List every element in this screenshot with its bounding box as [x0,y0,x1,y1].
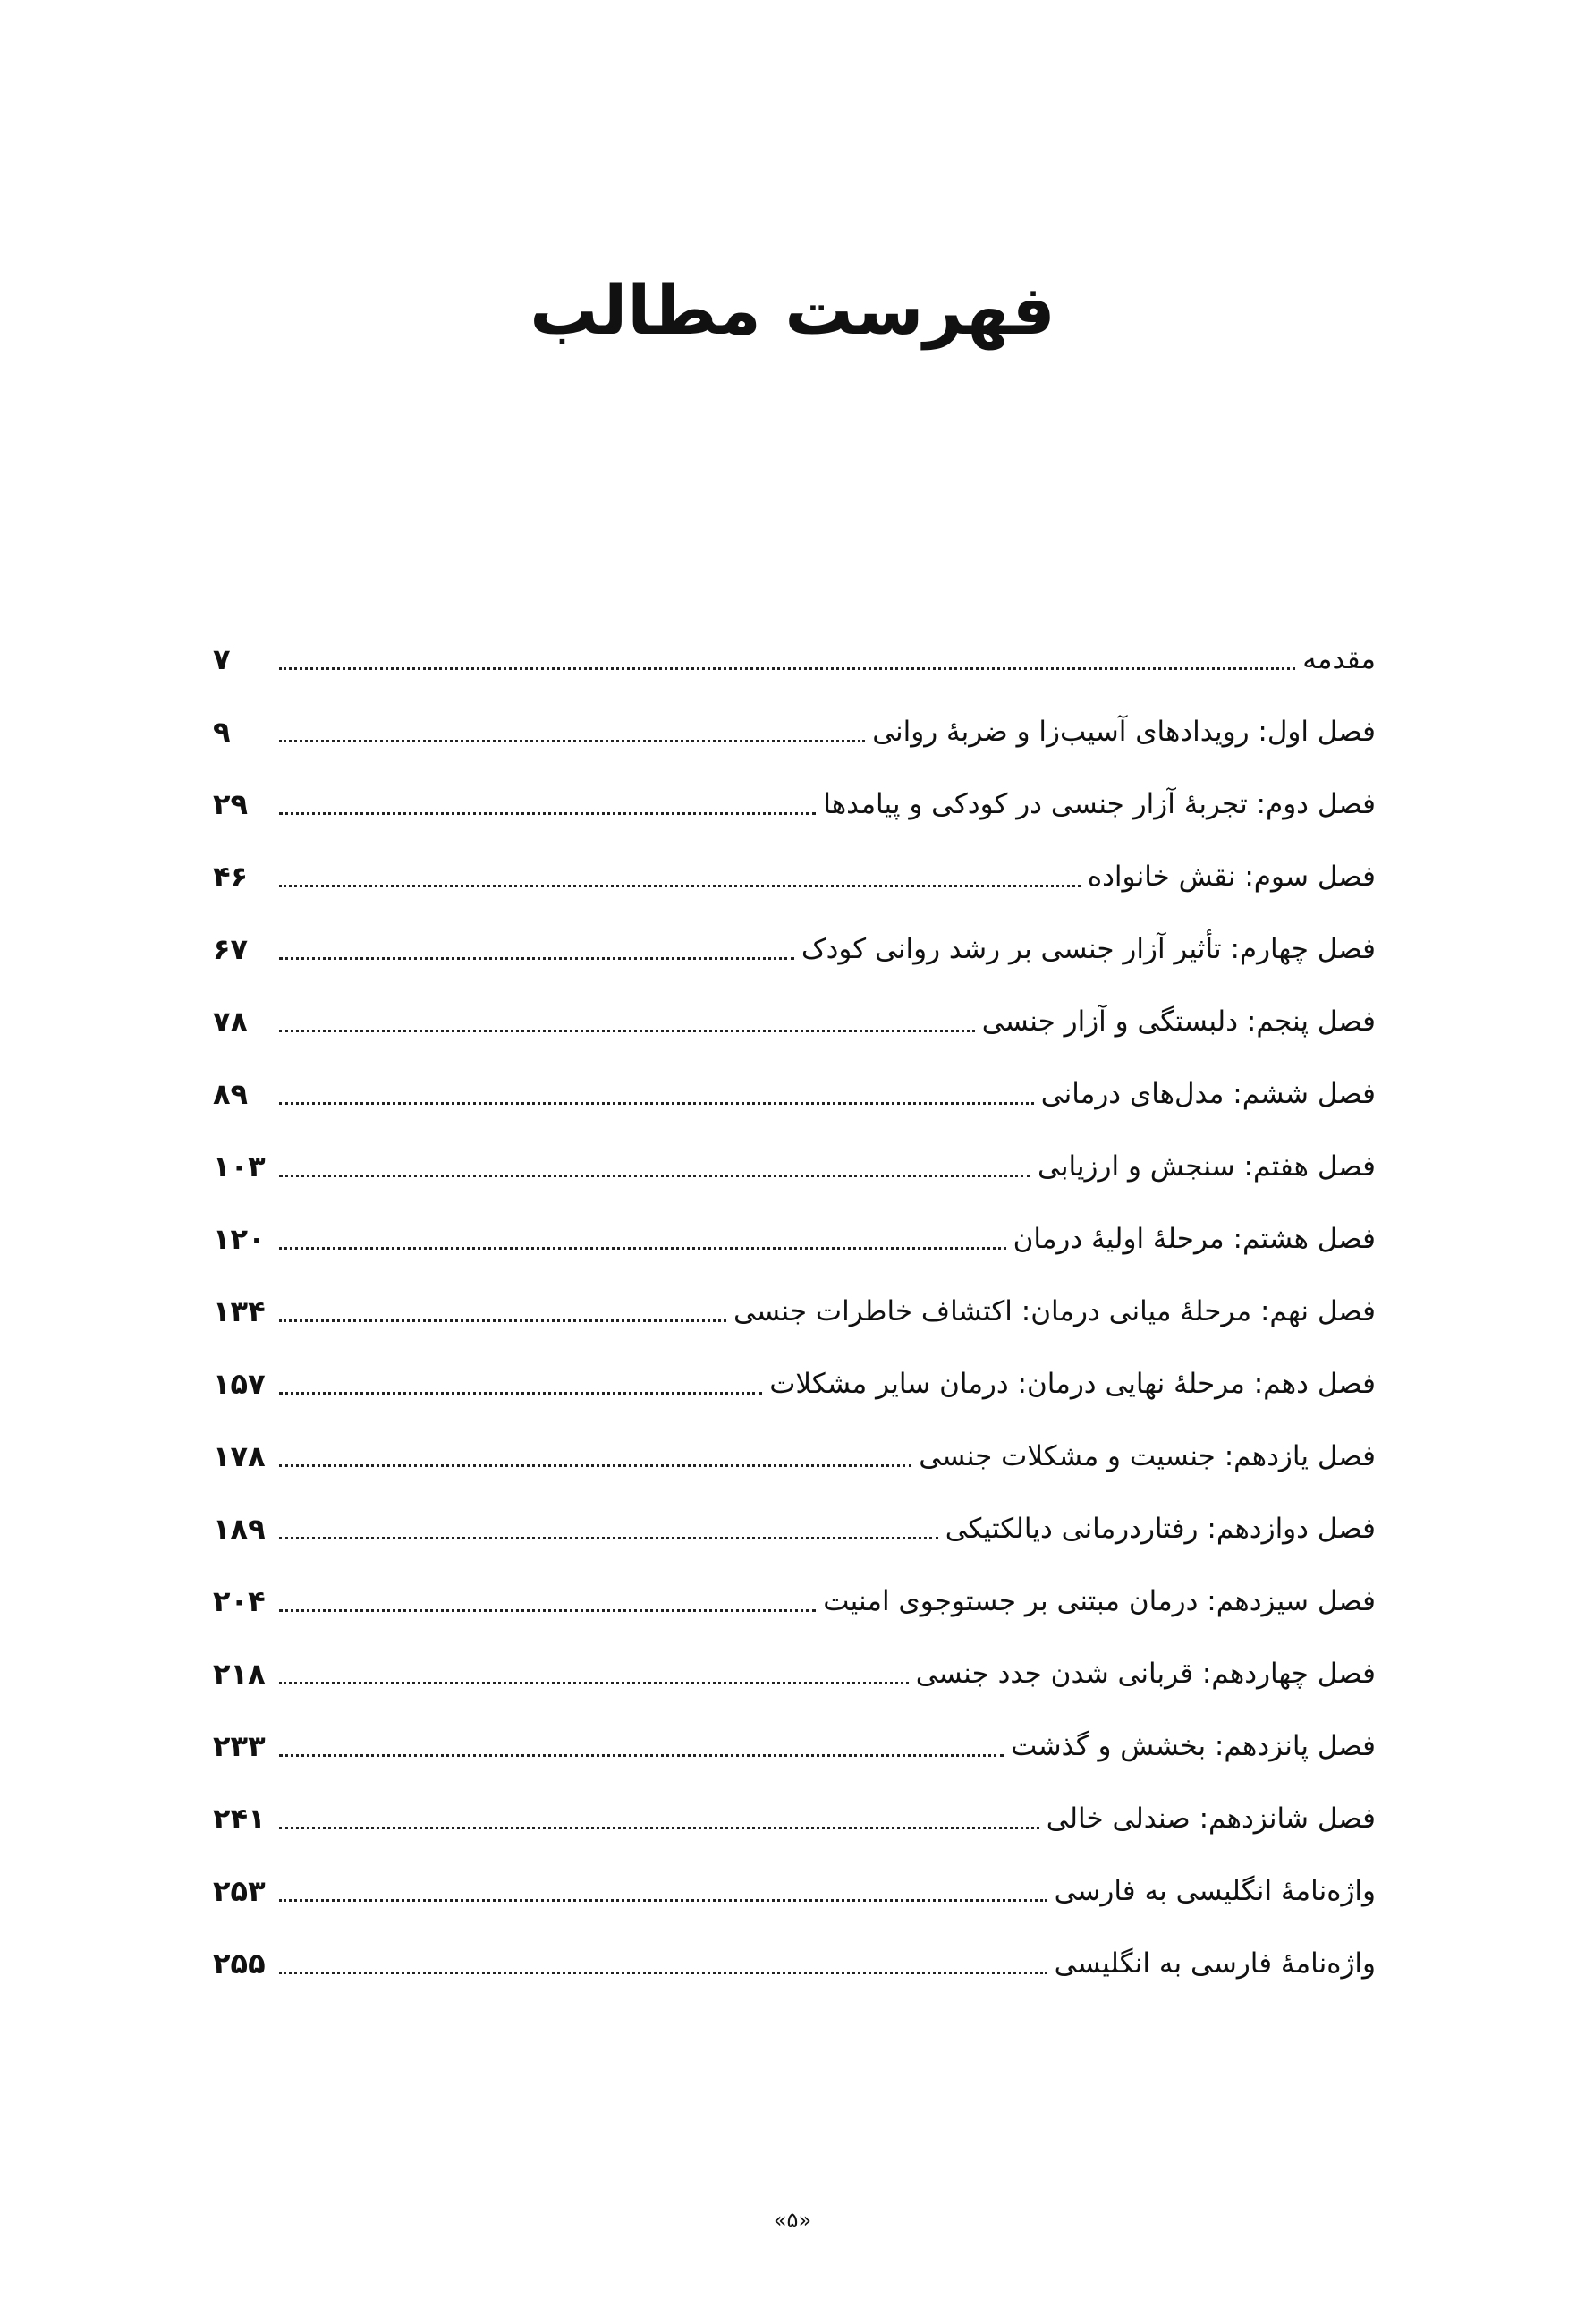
toc-entry-page: ۲۴۱ [213,1802,266,1836]
toc-entry-page: ۹ [213,715,231,749]
table-of-contents [213,614,1376,1990]
dot-leader [279,1102,1034,1105]
toc-entry-title: فصل ششم: مدل‌های درمانی [1040,1078,1376,1110]
toc-entry-page: ۲۳۳ [213,1729,266,1763]
toc-entry-title: واژه‌نامهٔ انگلیسی به فارسی [1054,1875,1376,1907]
toc-entry[interactable] [213,1845,1376,1918]
dot-leader [279,1464,911,1467]
toc-entry[interactable] [213,1628,1376,1701]
toc-entry-title: فصل دوازدهم: رفتاردرمانی دیالکتیکی [945,1513,1376,1545]
toc-entry-page: ۲۵۵ [213,1947,266,1980]
toc-entry[interactable] [213,1556,1376,1628]
dot-leader [279,1682,909,1684]
toc-entry[interactable] [213,1773,1376,1845]
toc-entry[interactable] [213,976,1376,1048]
toc-entry-title: مقدمه [1302,643,1376,675]
toc-entry-title: فصل دوم: تجربهٔ آزار جنسی در کودکی و پیامدها [823,788,1376,820]
toc-entry-title: فصل پنجم: دلبستگی و آزار جنسی [981,1005,1376,1038]
toc-entry[interactable] [213,1918,1376,1990]
toc-entry-page: ۷ [213,642,231,676]
dot-leader [279,1392,762,1395]
toc-entry[interactable] [213,1338,1376,1411]
toc-entry-page: ۲۹ [213,787,249,821]
dot-leader [279,740,865,742]
toc-entry[interactable] [213,1266,1376,1338]
toc-entry-page: ۱۲۰ [213,1222,266,1256]
toc-entry-title: فصل چهاردهم: قربانی شدن جدد جنسی [915,1658,1376,1690]
dot-leader [279,1247,1006,1250]
toc-entry[interactable] [213,1411,1376,1483]
toc-entry-page: ۱۸۹ [213,1512,266,1546]
toc-entry[interactable] [213,903,1376,976]
dot-leader [279,885,1081,887]
toc-entry-page: ۲۱۸ [213,1657,266,1691]
toc-entry[interactable] [213,831,1376,903]
toc-entry-title: واژه‌نامهٔ فارسی به انگلیسی [1054,1947,1376,1980]
toc-entry-page: ۱۵۷ [213,1367,266,1401]
toc-entry-title: فصل نهم: مرحلهٔ میانی درمان: اکتشاف خاطرات جنسی [733,1295,1376,1327]
toc-entry-title: فصل هشتم: مرحلهٔ اولیهٔ درمان [1013,1223,1376,1255]
dot-leader [279,667,1295,670]
toc-entry-page: ۱۷۸ [213,1439,266,1473]
dot-leader [279,1319,726,1322]
toc-entry-page: ۱۳۴ [213,1294,266,1328]
toc-entry-page: ۴۶ [213,860,249,894]
toc-entry-page: ۶۷ [213,932,249,966]
toc-entry-title: فصل پانزدهم: بخشش و گذشت [1011,1730,1376,1762]
toc-entry-page: ۸۹ [213,1077,249,1111]
toc-entry[interactable] [213,759,1376,831]
toc-entry[interactable] [213,1048,1376,1121]
toc-entry-page: ۱۰۳ [213,1149,266,1183]
dot-leader [279,1609,816,1612]
page-number: «۵» [773,2208,812,2233]
dot-leader [279,1537,938,1539]
toc-entry[interactable] [213,614,1376,686]
dot-leader [279,957,794,960]
dot-leader [279,1899,1047,1902]
dot-leader [279,1972,1047,1974]
dot-leader [279,1754,1004,1757]
dot-leader [279,1175,1030,1177]
toc-entry-title: فصل چهارم: تأثیر آزار جنسی بر رشد روانی کودک [801,933,1376,965]
toc-entry-title: فصل هفتم: سنجش و ارزیابی [1038,1150,1376,1183]
toc-entry-title: فصل اول: رویدادهای آسیب‌زا و ضربهٔ روانی [872,716,1376,748]
toc-entry-page: ۲۵۳ [213,1874,266,1908]
toc-entry-title: فصل دهم: مرحلهٔ نهایی درمان: درمان سایر مشکلات [769,1368,1376,1400]
toc-entry[interactable] [213,1193,1376,1266]
toc-entry[interactable] [213,1483,1376,1556]
toc-entry-title: فصل سیزدهم: درمان مبتنی بر جستوجوی امنیت [823,1585,1376,1617]
toc-entry-title: فصل سوم: نقش خانواده [1087,861,1376,893]
toc-entry[interactable] [213,686,1376,759]
toc-entry[interactable] [213,1701,1376,1773]
toc-entry-title: فصل شانزدهم: صندلی خالی [1046,1802,1376,1835]
page-title: فهرست مطالب [530,270,1055,350]
dot-leader [279,1827,1039,1829]
toc-entry-title: فصل یازدهم: جنسیت و مشکلات جنسی [919,1440,1376,1472]
dot-leader [279,812,816,815]
toc-entry[interactable] [213,1121,1376,1193]
toc-entry-page: ۷۸ [213,1005,249,1039]
toc-entry-page: ۲۰۴ [213,1584,266,1618]
dot-leader [279,1030,975,1032]
